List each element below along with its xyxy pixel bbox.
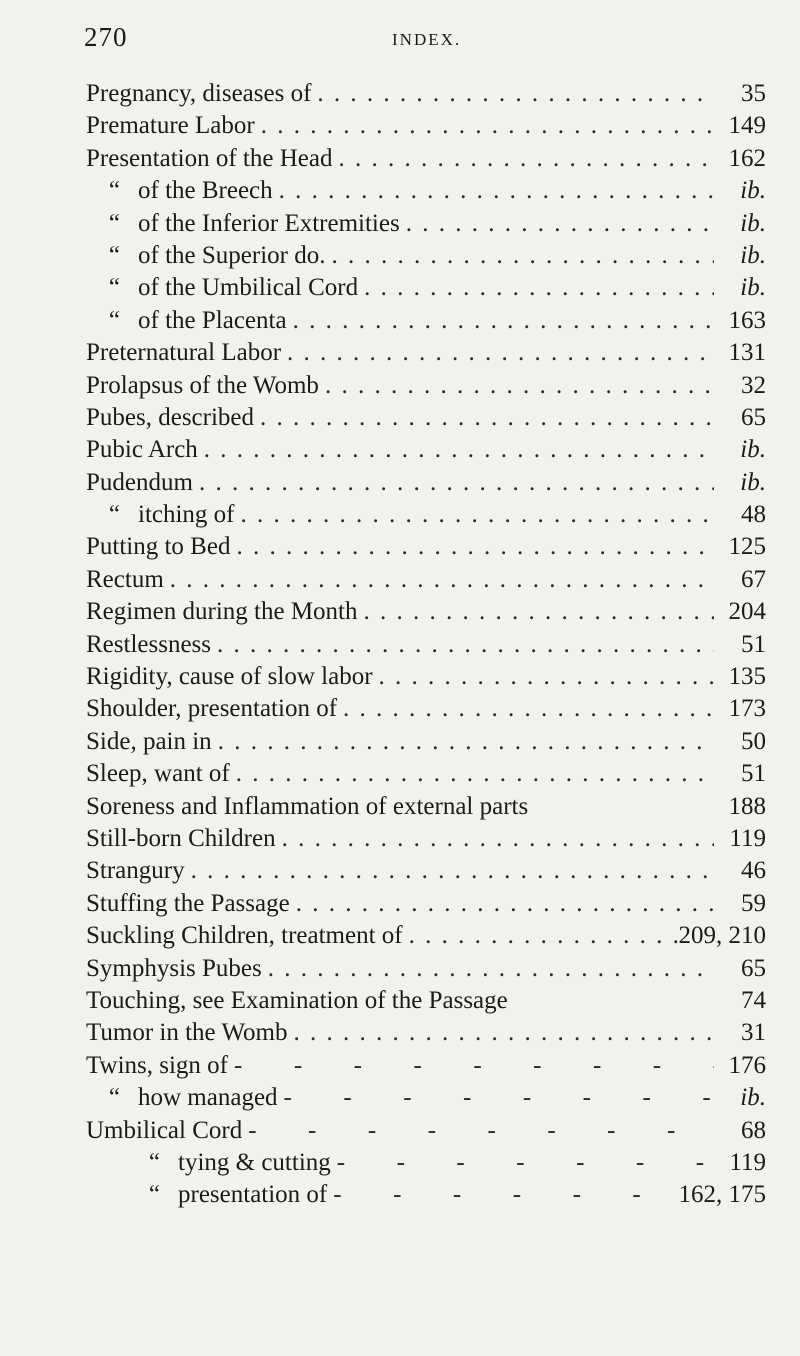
index-entry [86,629,766,661]
index-entry [86,758,766,790]
entry-label: Rectum [86,565,164,593]
index-entry [86,1017,766,1049]
dot-leader [212,726,714,758]
index-entry [86,434,766,466]
dot-leader [230,758,714,790]
dot-leader [288,1017,715,1049]
entry-page-ref: 31 [741,1019,766,1047]
entry-page-ref: ib. [740,1084,766,1112]
entry-label: Presentation of the Head [86,144,333,172]
running-head: INDEX. [392,30,462,49]
entry-page-ref: 188 [728,792,766,820]
dot-leader [254,402,714,434]
index-entry [86,143,766,175]
index-entry [86,791,766,823]
entry-page-ref: 35 [741,80,766,107]
entry-label: Regimen during the Month [86,598,358,626]
entry-page-ref: 149 [728,112,766,140]
index-entries [86,78,766,1212]
dot-leader [276,823,714,855]
entry-page-ref: ib. [740,241,766,269]
dot-leader [332,143,714,175]
dot-leader [311,78,714,110]
dot-leader [273,175,714,207]
dot-leader [255,110,714,142]
ditto-mark: “ [108,177,120,205]
entry-label: Umbilical Cord [86,1116,243,1144]
entry-page-ref: 119 [729,824,766,852]
entry-page-ref: ib. [740,468,766,496]
entry-page-ref: 59 [741,889,766,917]
dot-leader [228,1050,714,1082]
index-entry [86,208,766,240]
ditto-mark: “ [148,1181,160,1209]
dot-leader [198,434,714,466]
entry-label: Still-born Children [86,824,276,852]
index-entry [86,337,766,369]
index-entry [86,985,766,1017]
entry-page-ref: ib. [740,177,766,205]
index-entry [86,693,766,725]
entry-page-ref: 119 [729,1148,766,1176]
entry-page-ref: 51 [741,630,766,658]
ditto-mark: “ [108,274,120,302]
entry-page-ref: 125 [728,533,766,561]
entry-label: presentation of [178,1181,328,1209]
index-entry [86,78,766,110]
entry-label: Twins, sign of [86,1051,229,1079]
dot-leader [281,337,714,369]
index-entry [86,240,766,272]
entry-label: of the Placenta [138,306,287,334]
dot-leader [337,693,714,725]
index-entry [86,499,766,531]
entry-label: Pudendum [86,468,193,496]
index-entry [86,1115,766,1147]
index-entry [86,888,766,920]
dot-leader [193,467,714,499]
dot-leader [287,305,714,337]
index-entry [86,953,766,985]
ditto-mark: “ [108,306,120,334]
dot-leader [185,855,714,887]
entry-label: Putting to Bed [86,533,231,561]
entry-label: of the Inferior Extremities [138,209,400,237]
entry-label: Restlessness [86,630,211,658]
entry-page-ref: 173 [728,695,766,723]
entry-label: Strangury [86,857,185,885]
entry-page-ref: ib. [740,274,766,302]
entry-label: Tumor in the Womb [86,1019,288,1047]
dot-leader [403,920,679,952]
index-entry [86,370,766,402]
entry-label: Pregnancy, diseases of [86,80,312,107]
index-entry [86,1179,766,1211]
entry-label: Premature Labor [86,112,255,140]
entry-label: Touching, see Examination of the Passage [86,986,508,1014]
dot-leader [211,629,714,661]
entry-page-ref: 67 [741,565,766,593]
dot-leader [319,370,714,402]
index-entry [86,175,766,207]
dot-leader [327,1179,678,1211]
ditto-mark: “ [108,209,120,237]
index-entry [86,531,766,563]
entry-label: Soreness and Inflammation of external parts [86,792,529,820]
entry-page-ref: 162 [728,144,766,172]
entry-label: Shoulder, presentation of [86,695,338,723]
index-entry [86,823,766,855]
index-entry [86,1050,766,1082]
index-entry [86,855,766,887]
entry-page-ref: 46 [741,857,766,885]
ditto-mark: “ [108,241,120,269]
entry-label: of the Breech [138,177,273,205]
entry-label: Symphysis Pubes [86,954,262,982]
entry-page-ref: 204 [728,598,766,626]
dot-leader [235,499,714,531]
entry-label: of the Superior do. [138,241,326,269]
entry-page-ref: 65 [741,403,766,431]
entry-page-ref: 131 [728,339,766,367]
entry-label: itching of [138,501,235,529]
dot-leader [325,240,714,272]
entry-label: Suckling Children, treatment of [86,922,403,950]
entry-page-ref: 135 [728,663,766,691]
dot-leader [230,531,714,563]
dot-leader [358,596,715,628]
entry-label: how managed [138,1084,278,1112]
entry-page-ref: 32 [741,371,766,399]
entry-page-ref: 162, 175 [678,1181,766,1209]
entry-label: Stuffing the Passage [86,889,290,917]
page-number: 270 [84,22,128,52]
entry-page-ref: 209, 210 [678,922,766,950]
index-entry [86,920,766,952]
entry-label: Pubes, described [86,403,255,431]
index-entry [86,1082,766,1114]
index-entry [86,661,766,693]
index-entry [86,1147,766,1179]
index-entry [86,272,766,304]
entry-page-ref: ib. [740,436,766,464]
dot-leader [331,1147,714,1179]
dot-leader [278,1082,714,1114]
dot-leader [262,953,714,985]
entry-label: Rigidity, cause of slow labor [86,663,373,691]
index-entry [86,596,766,628]
entry-label: tying & cutting [178,1148,331,1176]
entry-page-ref: 163 [728,306,766,334]
page-header [84,22,764,62]
entry-label: Pubic Arch [86,436,198,464]
dot-leader [164,564,714,596]
index-entry [86,110,766,142]
entry-label: Sleep, want of [86,760,230,788]
index-entry [86,467,766,499]
entry-page-ref: 48 [741,501,766,529]
index-entry [86,564,766,596]
entry-page-ref: 68 [741,1116,766,1144]
index-entry [86,402,766,434]
entry-page-ref: 74 [741,986,766,1014]
dot-leader [358,272,714,304]
ditto-mark: “ [148,1148,160,1176]
entry-page-ref: 51 [741,760,766,788]
dot-leader [400,208,714,240]
index-entry [86,726,766,758]
entry-label: Prolapsus of the Womb [86,371,319,399]
ditto-mark: “ [108,501,120,529]
entry-label: Preternatural Labor [86,339,282,367]
ditto-mark: “ [108,1084,120,1112]
dot-leader [290,888,714,920]
entry-page-ref: 65 [741,954,766,982]
entry-label: of the Umbilical Cord [138,274,359,302]
entry-page-ref: ib. [740,209,766,237]
index-entry [86,305,766,337]
entry-page-ref: 176 [728,1051,766,1079]
entry-label: Side, pain in [86,727,212,755]
dot-leader [242,1115,714,1147]
dot-leader [373,661,714,693]
entry-page-ref: 50 [741,727,766,755]
